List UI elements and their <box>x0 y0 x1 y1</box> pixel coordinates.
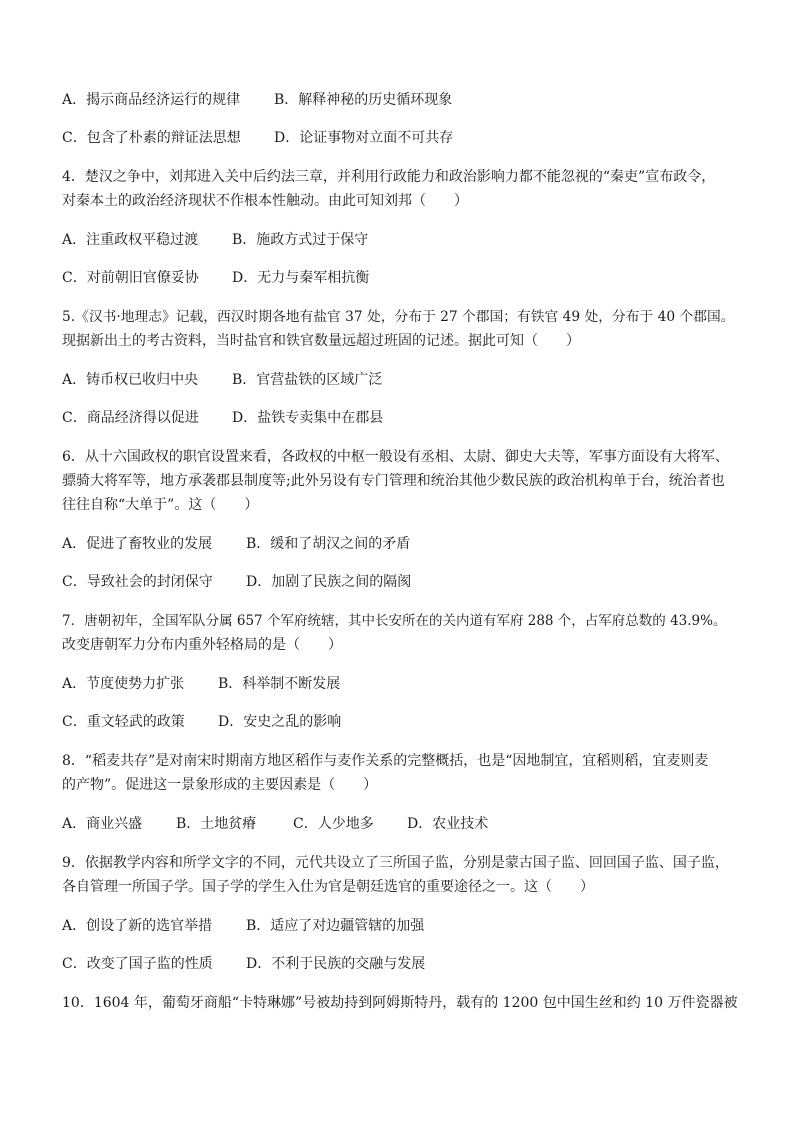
q6-option-b[interactable]: B．缓和了胡汉之间的矛盾 <box>246 536 411 552</box>
q7-option-c[interactable]: C．重文轻武的政策 <box>62 714 185 730</box>
q7-option-b[interactable]: B．科举制不断发展 <box>218 676 341 692</box>
q6-options-row-2 <box>62 572 738 592</box>
q4-options-row-2 <box>62 268 738 288</box>
q3-options-row-2 <box>62 128 738 148</box>
q9-option-b[interactable]: B．适应了对边疆管辖的加强 <box>246 918 425 934</box>
q6-option-c[interactable]: C．导致社会的封闭保守 <box>62 574 213 590</box>
q7-stem-line-2: 改变唐朝军力分布内重外轻格局的是（ ） <box>62 637 342 653</box>
q3-option-a[interactable]: A．揭示商品经济运行的规律 <box>62 92 241 108</box>
q6-option-a[interactable]: A．促进了畜牧业的发展 <box>62 536 213 552</box>
q3-option-c[interactable]: C．包含了朴素的辩证法思想 <box>62 130 241 146</box>
q5-option-a[interactable]: A．铸币权已收归中央 <box>62 372 199 388</box>
q9-stem-line-2: 各自管理一所国子学。国子学的学生入仕为官是朝廷选官的重要途径之一。这（ ） <box>62 879 594 895</box>
q6-stem-line-2: 骠骑大将军等，地方承袭郡县制度等;此外另设有专门管理和统治其他少数民族的政治机构单于台，统治者也 <box>62 473 725 489</box>
q5-stem-line-1: 5.《汉书·地理志》记载，西汉时期各地有盐官 37 处，分布于 27 个郡国；有铁官 49 处，分布于 40 个郡国。 <box>62 309 735 325</box>
q8-option-b[interactable]: B．土地贫瘠 <box>176 816 257 832</box>
q5-stem-line-2: 现据新出土的考古资料，当时盐官和铁官数量远超过班固的记述。据此可知（ ） <box>62 333 580 349</box>
q9-option-a[interactable]: A．创设了新的选官举措 <box>62 918 213 934</box>
q9-stem-line-1: 9．依据教学内容和所学文字的不同，元代共设立了三所国子监，分别是蒙古国子监、回回国子监、国子监， <box>62 855 729 871</box>
q5-option-b[interactable]: B．官营盐铁的区域广泛 <box>232 372 383 388</box>
q7-options-row-2 <box>62 712 738 732</box>
q4-stem-line-1: 4．楚汉之争中，刘邦进入关中后约法三章，并利用行政能力和政治影响力都不能忽视的“秦吏”宣布政令， <box>62 169 716 185</box>
q7-options-row-1 <box>62 674 738 694</box>
q5-option-d[interactable]: D．盐铁专卖集中在郡县 <box>232 410 384 426</box>
q6-option-d[interactable]: D．加剧了民族之间的隔阂 <box>246 574 412 590</box>
q9-option-c[interactable]: C．改变了国子监的性质 <box>62 956 213 972</box>
q9-option-d[interactable]: D．不利于民族的交融与发展 <box>246 956 426 972</box>
q4-stem-line-2: 对秦本土的政治经济现状不作根本性触动。由此可知刘邦（ ） <box>62 193 468 209</box>
q3-option-d[interactable]: D．论证事物对立面不可共存 <box>274 130 454 146</box>
q7-stem-line-1: 7．唐朝初年，全国军队分属 657 个军府统辖，其中长安所在的关内道有军府 288 个，占军府总数的 43.9%。 <box>62 613 727 629</box>
q7-option-d[interactable]: D．安史之乱的影响 <box>218 714 342 730</box>
q5-options-row-1 <box>62 370 738 390</box>
q8-options-row <box>62 814 738 834</box>
q7-option-a[interactable]: A．节度使势力扩张 <box>62 676 185 692</box>
q8-option-a[interactable]: A．商业兴盛 <box>62 816 143 832</box>
q10-stem-line-1: 10．1604 年，葡萄牙商船“卡特琳娜”号被劫持到阿姆斯特丹，载有的 1200 包中国生丝和约 10 万件瓷器被 <box>62 995 738 1011</box>
q4-option-d[interactable]: D．无力与秦军相抗衡 <box>232 270 370 286</box>
q4-option-a[interactable]: A．注重政权平稳过渡 <box>62 232 199 248</box>
q3-option-b[interactable]: B．解释神秘的历史循环现象 <box>274 92 453 108</box>
q9-options-row-2 <box>62 954 738 974</box>
q5-option-c[interactable]: C．商品经济得以促进 <box>62 410 199 426</box>
q8-stem-line-2: 的产物”。促进这一景象形成的主要因素是（ ） <box>62 777 378 793</box>
q8-option-d[interactable]: D．农业技术 <box>407 816 489 832</box>
q9-options-row-1 <box>62 916 738 936</box>
q6-stem-line-3: 往往自称“大单于”。这（ ） <box>62 497 259 513</box>
q8-stem-line-1: 8．“稻麦共存”是对南宋时期南方地区稻作与麦作关系的完整概括，也是“因地制宜，宜稻则稻，宜麦则麦 <box>62 753 709 769</box>
q5-options-row-2 <box>62 408 738 428</box>
q4-option-c[interactable]: C．对前朝旧官僚妥协 <box>62 270 199 286</box>
q3-options-row-1 <box>62 90 738 110</box>
q4-options-row-1 <box>62 230 738 250</box>
q6-stem-line-1: 6．从十六国政权的职官设置来看，各政权的中枢一般设有丞相、太尉、御史大夫等，军事方面设有大将军、 <box>62 449 729 465</box>
q4-option-b[interactable]: B．施政方式过于保守 <box>232 232 369 248</box>
q6-options-row-1 <box>62 534 738 554</box>
q8-option-c[interactable]: C．人少地多 <box>293 816 374 832</box>
